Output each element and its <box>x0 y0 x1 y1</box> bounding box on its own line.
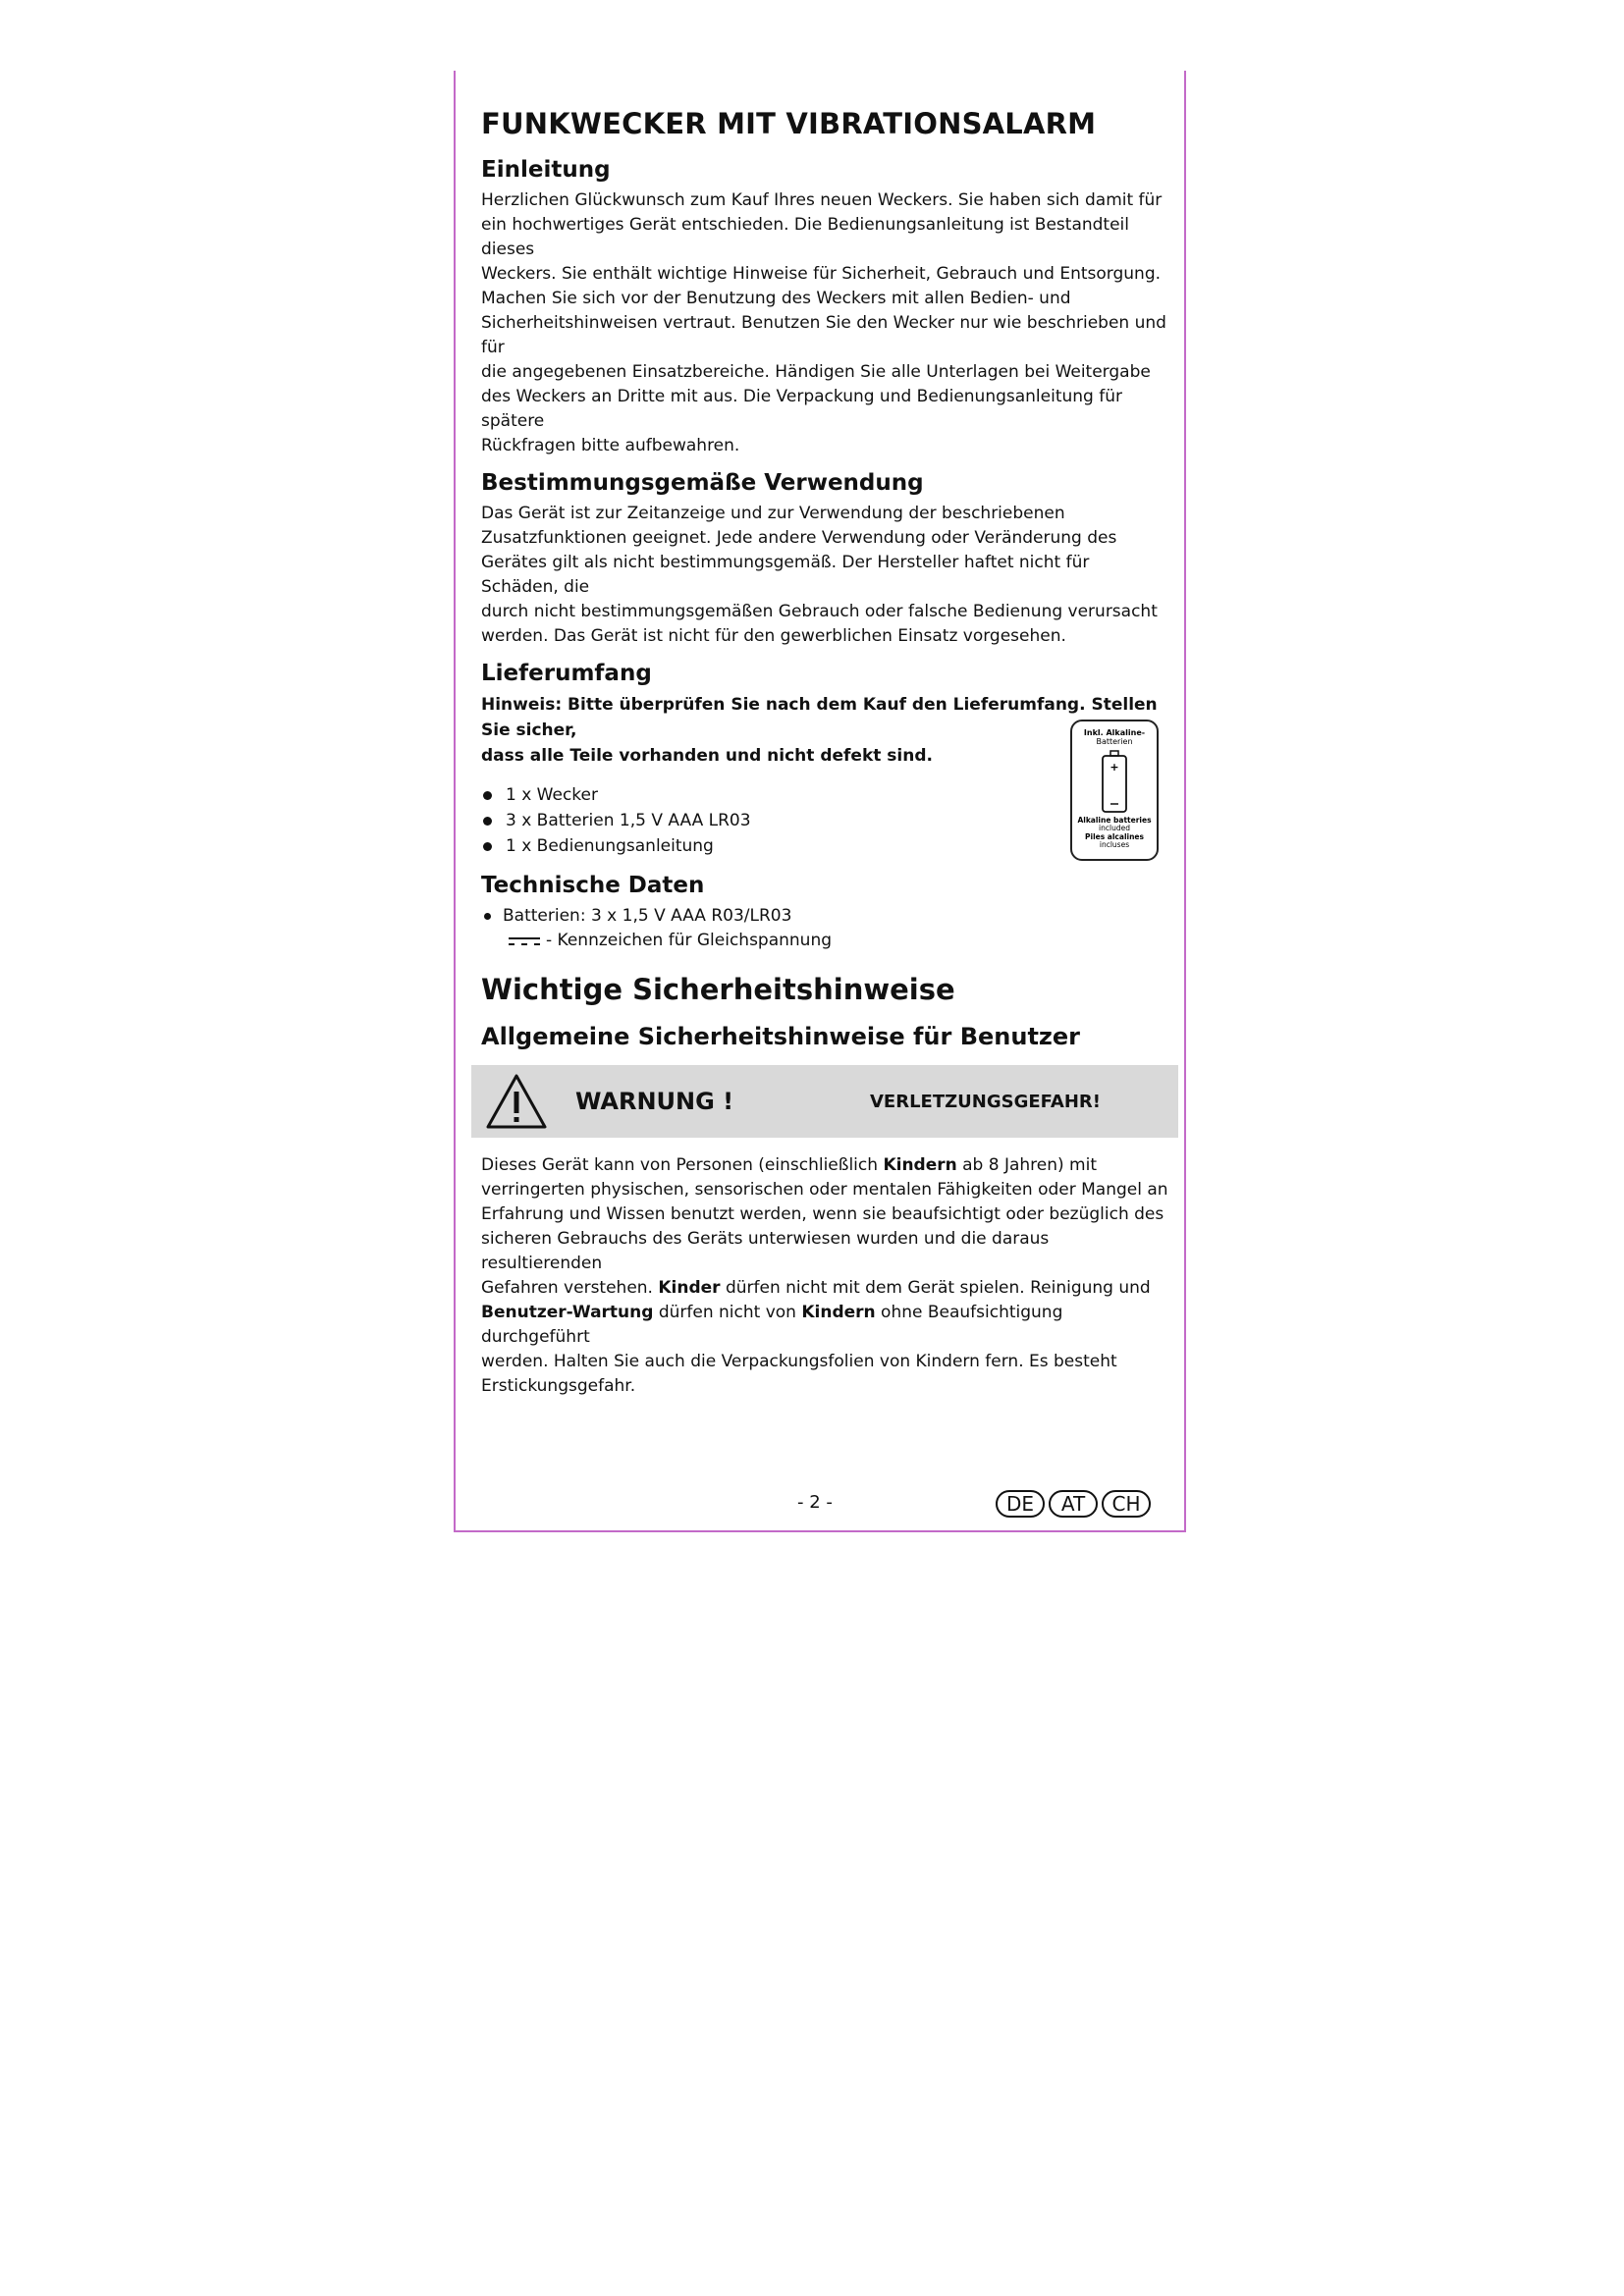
dc-symbol-icon <box>507 935 542 947</box>
list-item: Batterien: 3 x 1,5 V AAA R03/LR03 <box>481 904 1168 929</box>
page-title: FUNKWECKER MIT VIBRATIONSALARM <box>481 107 1097 140</box>
lieferumfang-note: Hinweis: Bitte überprüfen Sie nach dem Kauf den Lieferumfang. Stellen Sie sicher, dass alle Teile vorhanden und nicht defekt sind. <box>481 695 1158 766</box>
battery-bottom-text-1: Alkaline batteries <box>1077 816 1152 825</box>
verwendung-text: Das Gerät ist zur Zeitanzeige und zur Verwendung der beschriebenen Zusatzfunktionen geeignet. Jede andere Verwendung oder Veränderung des Gerätes gilt als nicht bestimmungsgemäß. Der Hersteller haftet nicht für Schäden, die durch nicht bestimmungsgemäßen Gebrauch oder falsche Bedienung verursacht werden. Das Gerät ist nicht für den gewerblichen Einsatz vorgesehen. <box>481 504 1158 646</box>
bullet-icon <box>483 791 492 800</box>
country-badge-at: AT <box>1049 1490 1098 1518</box>
battery-top-text-1: Inkl. Alkaline- <box>1083 728 1146 737</box>
warning-title: WARNUNG ! <box>575 1088 734 1115</box>
country-badge-ch: CH <box>1102 1490 1151 1518</box>
warning-triangle-icon <box>485 1073 548 1130</box>
heading-sicherheitshinweise: Wichtige Sicherheitshinweise <box>481 973 955 1006</box>
heading-technische-daten: Technische Daten <box>481 873 705 898</box>
list-item: 1 x Bedienungsanleitung <box>481 833 1168 859</box>
warning-subtitle: VERLETZUNGSGEFAHR! <box>870 1091 1101 1112</box>
battery-bottom-text-2: included <box>1099 824 1130 832</box>
dc-symbol-line: - Kennzeichen für Gleichspannung <box>481 929 1168 953</box>
lieferumfang-section <box>481 659 1168 859</box>
country-badge-de: DE <box>996 1490 1045 1518</box>
technische-daten-list <box>481 904 1168 929</box>
lieferumfang-list <box>481 782 1168 859</box>
heading-verwendung: Bestimmungsgemäße Verwendung <box>481 470 924 496</box>
svg-text:+: + <box>1110 761 1119 774</box>
bullet-icon <box>484 913 491 920</box>
battery-bottom-text-4: incluses <box>1099 840 1130 849</box>
heading-allgemeine-sicherheit: Allgemeine Sicherheitshinweise für Benutzer <box>481 1023 1081 1050</box>
battery-top-text-2: Batterien <box>1096 737 1133 746</box>
heading-einleitung: Einleitung <box>481 157 611 183</box>
list-item: 1 x Wecker <box>481 782 1168 808</box>
bullet-icon <box>483 842 492 851</box>
bullet-icon <box>483 817 492 826</box>
page-content <box>481 98 1168 1399</box>
battery-bottom-text-3: Piles alcalines <box>1085 832 1144 841</box>
einleitung-text: Herzlichen Glückwunsch zum Kauf Ihres neuen Weckers. Sie haben sich damit für ein hochwertiges Gerät entschieden. Die Bedienungsanleitung ist Bestandteil dieses Weckers. Sie enthält wichtige Hinweise für Sicherheit, Gebrauch und Entsorgung. Machen Sie sich vor der Benutzung des Weckers mit allen Bedien- und Sicherheitshinweisen vertraut. Benutzen Sie den Wecker nur wie beschrieben und für die angegebenen Einsatzbereiche. Händigen Sie alle Unterlagen bei Weitergabe des Weckers an Dritte mit aus. Die Verpackung und Bedienungsanleitung für spätere Rückfragen bitte aufbewahren. <box>481 190 1166 455</box>
country-badges <box>996 1490 1151 1518</box>
warning-banner <box>471 1065 1178 1138</box>
list-item: 3 x Batterien 1,5 V AAA LR03 <box>481 808 1168 833</box>
safety-text: Dieses Gerät kann von Personen (einschließlich Kindern ab 8 Jahren) mit verringerten physischen, sensorischen oder mentalen Fähigkeiten oder Mangel an Erfahrung und Wissen benutzt werden, wenn sie beaufsichtigt oder bezüglich des sicheren Gebrauchs des Geräts unterwiesen wurden und die daraus resultierenden Gefahren verstehen. Kinder dürfen nicht mit dem Gerät spielen. Reinigung und Benutzer-Wartung dürfen nicht von Kindern ohne Beaufsichtigung durchgeführt werden. Halten Sie auch die Verpackungsfolien von Kindern fern. Es besteht Erstickungsgefahr. <box>481 1155 1168 1396</box>
heading-lieferumfang: Lieferumfang <box>481 661 652 686</box>
page-number: - 2 - <box>797 1492 833 1513</box>
battery-icon <box>1070 720 1159 861</box>
